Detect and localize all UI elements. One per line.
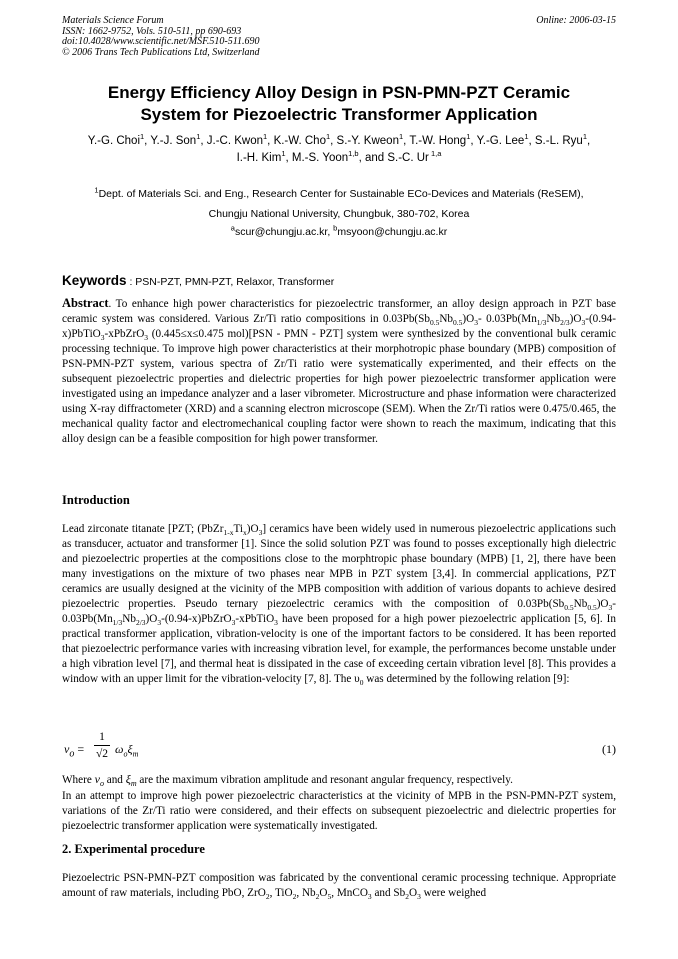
author-name: S.-L. Ryu <box>534 135 583 147</box>
keywords-label: Keywords <box>62 273 127 288</box>
fraction-numerator: 1 <box>99 731 105 743</box>
author-name: K.-W. Cho <box>273 135 326 147</box>
section-heading-experimental: 2. Experimental procedure <box>62 842 205 856</box>
body-text: Where <box>62 774 95 786</box>
author-name: J.-C. Kwon <box>206 135 263 147</box>
author-sep: , <box>403 135 410 147</box>
equation-lhs <box>64 742 84 759</box>
subscript: 1-x <box>223 528 234 538</box>
author-sep: , <box>528 135 535 147</box>
author-sup: 1 <box>582 132 587 142</box>
abstract-text: )O <box>569 313 582 325</box>
subscript: o <box>69 748 75 760</box>
abstract-paragraph <box>62 296 616 447</box>
abstract-text: -xPbZrO <box>104 328 145 340</box>
subscript: 3 <box>231 618 236 628</box>
email-sup: b <box>333 223 338 233</box>
title-line-2: System for Piezoelectric Transformer Application <box>140 105 538 124</box>
abstract-text: Nb <box>546 313 561 325</box>
abstract-text: . To enhance high power characteristics for piezoelectric transformer, an alloy design approach in <box>108 298 568 310</box>
abstract-text: PZT base ceramic system was considered. Various Zr/Ti ratio compositions in 0.03Pb(Sb <box>62 298 617 325</box>
subscript: 3 <box>144 333 149 343</box>
body-text: was determined by the following relation [9]: <box>363 673 570 685</box>
author-sep: , <box>267 135 274 147</box>
email-b-link[interactable]: msyoon@chungju.ac.kr <box>337 226 448 238</box>
subscript: x <box>243 528 247 538</box>
body-text: ] ceramics have been widely used in numerous piezoelectric applications such as transducer, actuator and transformer [1]. Since the solid solution PZT was found to posses exceptionally high dielectric and piezoelectric properties at the compositions close to the morphtropic phase boundary (MPB) [1, 2], there have been many investigations on the mixture of two phases near MPB in PZT system [3,4]. In commercial applications, PZT ceramics are usually designed at the vicinity of the MPB composition with addition of various dopants to achieve desired piezoelectric properties. Pseudo ternary piezoelectric ceramics with the composition of 0.03Pb(Sb <box>62 523 616 610</box>
body-text: Nb <box>122 613 136 625</box>
body-text: and <box>103 774 126 786</box>
body-text: Piezoelectric PSN-PMN-PZT composition was fabricated by the conventional ceramic processing technique. Appropriate amount of raw materials, including PbO, ZrO <box>62 872 616 899</box>
subscript: m <box>132 749 139 759</box>
author-sup: 1 <box>398 132 404 142</box>
subscript: 3 <box>157 618 162 628</box>
subscript: 2 <box>315 892 320 902</box>
body-text: O <box>319 887 328 899</box>
author-line-2 <box>62 150 616 167</box>
author-sup: 1 <box>524 132 529 142</box>
email-line <box>62 225 616 239</box>
equation-rhs <box>115 742 138 758</box>
subscript: 2 <box>405 892 409 902</box>
journal-header <box>62 16 616 58</box>
author-list <box>62 133 616 167</box>
equation-fraction <box>94 730 110 761</box>
subscript: 3 <box>100 333 105 343</box>
author-name: Y.-G. Choi <box>87 135 140 147</box>
body-text: -(0.94-x)PbZrO <box>161 613 232 625</box>
fraction-denominator: √2 <box>95 748 109 760</box>
body-text: , TiO <box>269 887 293 899</box>
subscript: 3 <box>608 603 613 613</box>
subscript: o <box>123 749 128 759</box>
email-a-link[interactable]: scur@chungju.ac.kr <box>234 226 328 238</box>
author-sup: 1,a <box>428 149 442 159</box>
author-sep: , and <box>358 152 388 164</box>
body-text: have been proposed for a high power piezoelectric application [5, 6]. In practical transformer application, vibration-velocity is one of the important factors to be considered. It has been reported that piezoelectric performance varies with increasing vibration level, for example, the performances become unstable under a high vibration level [7], and thermal heat is dissipated in the case of exceeding certain vibration level [8]. This provides a window with an upper limit for the vibration-velocity [7, 8]. The υ <box>62 613 616 685</box>
eq-symbol: ω <box>115 742 124 756</box>
author-name: T.-W. Hong <box>409 135 467 147</box>
author-sep: , <box>587 135 591 147</box>
keywords <box>62 273 616 288</box>
intro-paragraph-2: In an attempt to improve high power piezoelectric characteristics at the vicinity of MPB in the PSN-PMN-PZT system, variations of the Zr/Ti ratio were considered, and their effects on subsequent piezoelectric and dielectric properties for piezoelectric transformer application were systematically investigated. <box>62 790 616 832</box>
abstract-text: -(0.94-x)PbTiO <box>62 313 616 340</box>
abstract-text: (0.445≤x≤0.475 mol)[PSN - PMN - PZT] system were <box>148 328 404 340</box>
eq-symbol: = <box>74 742 85 756</box>
author-sup: 1 <box>263 132 268 142</box>
subscript: 2/3 <box>560 318 570 328</box>
author-name: S.-C. Ur <box>387 152 429 164</box>
subscript: 0.5 <box>453 318 463 328</box>
eq-symbol: v <box>64 742 70 756</box>
eq-symbol: v <box>94 772 100 786</box>
body-text: were weighed <box>420 887 487 899</box>
subscript: 3 <box>258 528 263 538</box>
body-text: , MnCO <box>331 887 368 899</box>
subscript: 3 <box>417 892 421 902</box>
author-sup: 1 <box>325 132 331 142</box>
title-line-1: Energy Efficiency Alloy Design in PSN-PMN-PZT Ceramic <box>107 83 571 102</box>
issn-line: ISSN: 1662-9752, Vols. 510-511, pp 690-693 <box>62 25 242 37</box>
abstract-text: - <box>477 313 482 325</box>
abstract-text: 0.03Pb(Mn <box>486 313 537 325</box>
author-sep: , <box>470 135 477 147</box>
body-text: Nb <box>573 598 588 610</box>
subscript: 3 <box>367 892 372 902</box>
intro-paragraph-1 <box>62 522 616 687</box>
journal-name: Materials Science Forum <box>62 15 164 26</box>
affiliation-text: Dept. of Materials Sci. and Eng., Research Center for Sustainable ECo-Devices and Materials (ReSEM), <box>98 188 584 200</box>
author-line-1 <box>62 133 616 150</box>
author-name: Y.-G. Lee <box>476 135 525 147</box>
email-sup: a <box>230 223 235 233</box>
affiliation-line-1 <box>62 184 616 204</box>
fraction-bar <box>94 745 110 746</box>
subscript: 0.5 <box>564 603 574 613</box>
author-name: I.-H. Kim <box>236 152 282 164</box>
equation-where-line <box>62 772 616 788</box>
author-sep: , <box>144 135 151 147</box>
subscript: 1/3 <box>112 618 123 628</box>
abstract-text: Nb <box>439 313 454 325</box>
body-text: )O <box>145 613 158 625</box>
author-sup: 1 <box>281 149 286 159</box>
online-date: Online: 2006-03-15 <box>536 15 616 26</box>
body-text: -0.03Pb(Mn <box>62 598 616 625</box>
author-sep: , <box>200 135 207 147</box>
body-text: and Sb <box>371 887 406 899</box>
author-sep: , <box>285 152 292 164</box>
eq-symbol: ξ <box>125 772 131 786</box>
subscript: m <box>130 779 137 789</box>
doi-line: doi:10.4028/www.scientific.net/MSF.510-511.690 <box>62 36 260 47</box>
body-text: )O <box>246 523 259 535</box>
email-sep: , <box>327 226 334 238</box>
copyright-line: © 2006 Trans Tech Publications Ltd, Switzerland <box>62 46 260 58</box>
author-sup: 1 <box>466 132 471 142</box>
abstract-text: synthesized by the conventional bulk ceramic processing technique. To improve high power characteristics at their morphotropic phase boundary (MPB) composition of PSN-PMN-PZT system, various spectra of Zr/Ti ratio were systematically experimented, and their effects on the subsequent piezoelectric properties and dielectric properties for high power piezoelectric transformer application were investigated using an impedance analyzer and a laser vibrometer. Microstructure and phase information were characterized using X-ray diffractometer (XRD) and a scanning electron microscope (SEM). When the Zr/Ti ratios were 0.475/0.465, the mechanical quality factor and electromechanical coupling factor were shown to reach the maximum, indicating that this alloy design can be a feasible composition for high power transformer. <box>62 328 617 445</box>
subscript: 2/3 <box>135 618 146 628</box>
author-sup: 1 <box>196 132 201 142</box>
subscript: 2 <box>265 892 270 902</box>
subscript: 1/3 <box>536 318 547 328</box>
body-text: are the maximum vibration amplitude and resonant angular frequency, respectively. <box>136 774 513 786</box>
affiliation-line-2: Chungju National University, Chungbuk, 380-702, Korea <box>208 208 470 220</box>
body-text: Lead zirconate titanate [PZT; (PbZr <box>62 523 224 535</box>
author-sup: 1,b <box>348 149 359 159</box>
equation-number: (1) <box>602 742 616 756</box>
body-text: O <box>408 887 418 899</box>
subscript: 3 <box>274 618 278 628</box>
paper-title <box>62 82 616 126</box>
affiliation <box>62 184 616 224</box>
section-heading-introduction: Introduction <box>62 493 130 507</box>
subscript: o <box>99 779 104 789</box>
subscript: 0.5 <box>587 603 597 613</box>
body-text: Ti <box>233 523 244 535</box>
author-name: S.-Y. Kweon <box>336 135 399 147</box>
body-text: )O <box>596 598 609 610</box>
subscript: 5 <box>327 892 332 902</box>
author-sup: 1 <box>140 132 145 142</box>
keywords-text: : PSN-PZT, PMN-PZT, Relaxor, Transformer <box>126 276 335 288</box>
author-sep: , <box>330 135 337 147</box>
subscript: 0.5 <box>429 318 440 328</box>
affiliation-sup: 1 <box>94 185 99 195</box>
eq-symbol: ξ <box>127 742 133 756</box>
experimental-paragraph-1 <box>62 871 616 901</box>
subscript: 0 <box>359 678 364 688</box>
author-name: M.-S. Yoon <box>291 152 349 164</box>
body-text: , Nb <box>296 887 316 899</box>
body-text: -xPbTiO <box>235 613 275 625</box>
abstract-text: )O <box>462 313 475 325</box>
author-name: Y.-J. Son <box>150 135 197 147</box>
subscript: 3 <box>474 318 478 328</box>
subscript: 2 <box>292 892 297 902</box>
equation-1 <box>62 730 616 770</box>
subscript: 3 <box>581 318 586 328</box>
abstract-label: Abstract <box>62 296 109 310</box>
